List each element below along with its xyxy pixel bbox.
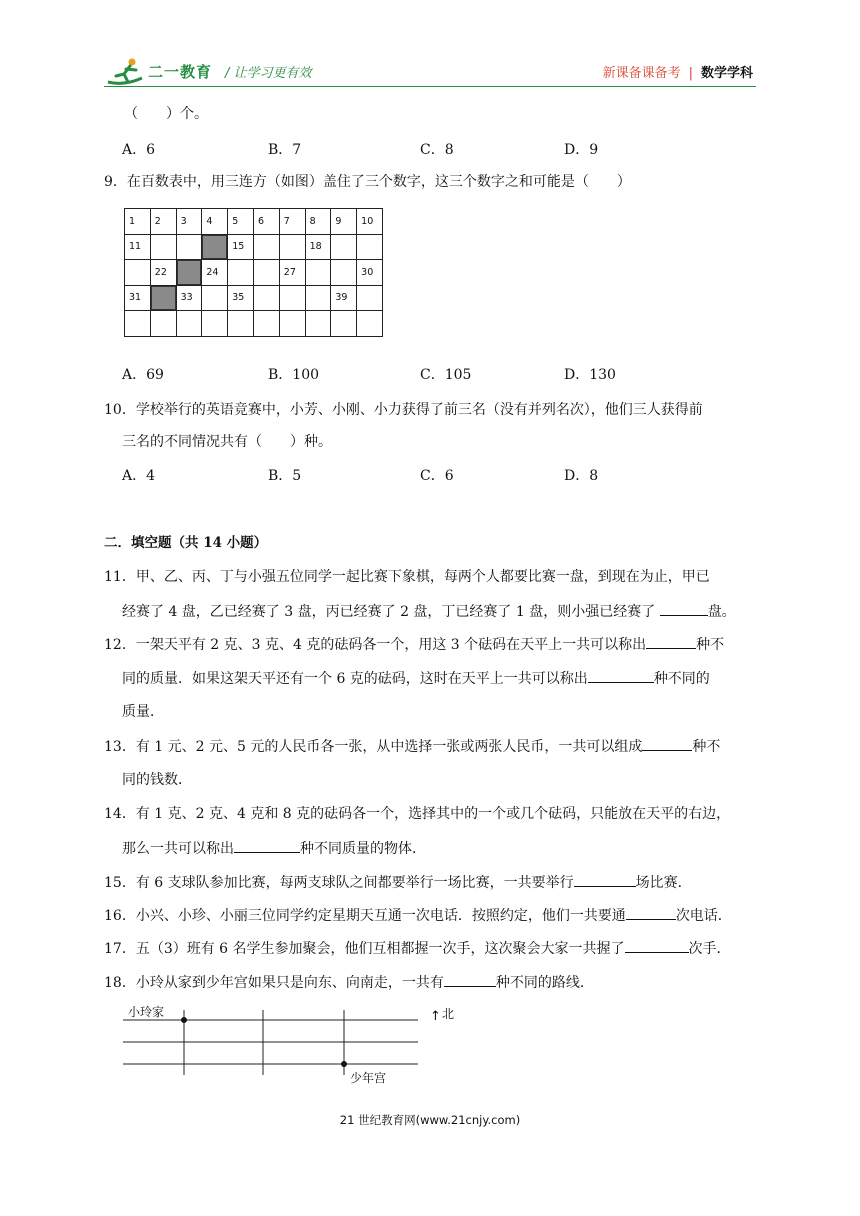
grid-cell [150, 234, 176, 260]
q12-line1 [104, 634, 724, 655]
grid-cell [228, 260, 254, 286]
q15-text-b: 场比赛． [635, 875, 692, 891]
q14-line1: 14．有 1 克、2 克、4 克和 8 克的砝码各一个，选择其中的一个或几个砝码，只能放在天平的右边， [104, 806, 731, 822]
page-footer: 21 世纪教育网(www.21cnjy.com) [339, 1113, 521, 1127]
map-streets [123, 1010, 418, 1075]
q16-line [104, 905, 732, 926]
q9-stem: 9．在百数表中，用三连方（如图）盖住了三个数字，这三个数字之和可能是（ ） [104, 174, 631, 190]
q17-text-a: 17．五（3）班有 6 名学生参加聚会，他们互相都握一次手，这次聚会大家一共握了 [104, 941, 625, 957]
grid-cell [279, 311, 305, 337]
grid-cell: 27 [279, 260, 305, 286]
q15-answer-blank[interactable] [574, 872, 636, 887]
grid-cell: 1 [125, 209, 151, 235]
grid-cell [331, 260, 357, 286]
covered-cell [176, 260, 202, 286]
q13-text-b: 种不 [692, 739, 721, 755]
header-right [603, 62, 753, 81]
grid-cell [202, 311, 228, 337]
q8-option-a: A．6 [122, 142, 156, 158]
q16-text-b: 次电话． [675, 908, 732, 924]
tromino-square [202, 235, 227, 260]
grid-cell [150, 311, 176, 337]
grid-cell: 3 [176, 209, 202, 235]
grid-cell [331, 311, 357, 337]
grid-cell: 15 [228, 234, 254, 260]
header-rule [104, 86, 756, 87]
grid-cell: 9 [331, 209, 357, 235]
q8-option-c: C．8 [420, 142, 454, 158]
home-label: 小玲家 [128, 1005, 165, 1019]
header-subject: 数学学科 [700, 66, 753, 81]
destination-label: 少年宫 [350, 1071, 387, 1085]
grid-cell [228, 311, 254, 337]
hundred-chart-table [124, 208, 383, 337]
grid-cell [305, 285, 331, 311]
q16-answer-blank[interactable] [626, 905, 676, 920]
grid-cell: 7 [279, 209, 305, 235]
grid-cell: 8 [305, 209, 331, 235]
grid-cell [279, 285, 305, 311]
q11-text-b: 盘。 [707, 604, 736, 620]
q18-answer-blank[interactable] [444, 972, 496, 987]
grid-row [125, 285, 383, 311]
grid-cell [176, 311, 202, 337]
grid-cell [125, 260, 151, 286]
grid-cell [305, 260, 331, 286]
grid-cell: 2 [150, 209, 176, 235]
grid-row [125, 311, 383, 337]
tromino-square [151, 286, 176, 311]
q13-text-a: 13．有 1 元、2 元、5 元的人民币各一张，从中选择一张或两张人民币，一共可以组成 [104, 739, 643, 755]
q17-text-b: 次手． [688, 941, 731, 957]
q16-text-a: 16．小兴、小珍、小丽三位同学约定星期天互通一次电话．按照约定，他们一共要通 [104, 908, 626, 924]
grid-cell: 31 [125, 285, 151, 311]
q11-line2 [122, 601, 736, 622]
q13-line2: 同的钱数． [122, 772, 192, 788]
q13-answer-blank[interactable] [642, 736, 692, 751]
grid-cell: 35 [228, 285, 254, 311]
grid-cell [253, 311, 279, 337]
header-course-label: 新课备课备考 [602, 66, 681, 81]
q9-option-d: D．130 [564, 367, 616, 383]
q15-text-a: 15．有 6 支球队参加比赛，每两支球队之间都要举行一场比赛，一共要举行 [104, 875, 574, 891]
grid-cell: 11 [125, 234, 151, 260]
page-header [0, 0, 860, 100]
q9-option-c: C．105 [420, 367, 472, 383]
grid-cell: 4 [202, 209, 228, 235]
q14-text-b: 种不同质量的物体． [300, 841, 426, 857]
grid-row [125, 209, 383, 235]
logo-text: 二一教育 [148, 63, 213, 81]
q12-line2 [122, 668, 710, 689]
q17-answer-blank[interactable] [625, 938, 689, 953]
q18-text-b: 种不同的路线． [495, 975, 594, 991]
q11-line1: 11．甲、乙、丙、丁与小强五位同学一起比赛下象棋，每两个人都要比赛一盘，到现在为止，甲已 [104, 569, 710, 585]
grid-row [125, 260, 383, 286]
grid-cell: 6 [253, 209, 279, 235]
grid-row [125, 234, 383, 260]
destination-point [341, 1061, 347, 1067]
q8-option-b: B．7 [268, 142, 302, 158]
covered-cell [202, 234, 228, 260]
q15-line [104, 872, 692, 893]
q12-text-c: 同的质量．如果这架天平还有一个 6 克的砝码，这时在天平上一共可以称出 [122, 671, 588, 687]
grid-cell [357, 311, 383, 337]
q8-tail: （ ）个。 [124, 106, 208, 122]
grid-cell [202, 285, 228, 311]
q10-line2: 三名的不同情况共有（ ）种。 [122, 434, 332, 450]
grid-cell: 22 [150, 260, 176, 286]
q12-text-a: 12．一架天平有 2 克、3 克、4 克的砝码各一个，用这 3 个砝码在天平上一共可以称出 [104, 637, 647, 653]
q14-line2 [122, 838, 426, 859]
q9-option-a: A．69 [122, 367, 164, 383]
grid-cell [176, 234, 202, 260]
grid-cell [253, 260, 279, 286]
tromino-square [177, 260, 202, 285]
q12-answer-blank-2[interactable] [588, 668, 654, 683]
q12-answer-blank-1[interactable] [646, 634, 696, 649]
home-point [181, 1017, 187, 1023]
q11-text-a: 经赛了 4 盘，乙已经赛了 3 盘，丙已经赛了 2 盘，丁已经赛了 1 盘，则小强已经赛了 [122, 604, 660, 620]
q10-option-c: C．6 [420, 468, 454, 484]
route-map-diagram [118, 1000, 478, 1090]
section-title: 二．填空题（共 14 小题） [104, 535, 268, 551]
q10-option-d: D．8 [564, 468, 599, 484]
north-arrow-icon: ↑ [430, 1009, 441, 1024]
grid-cell: 18 [305, 234, 331, 260]
grid-cell [279, 234, 305, 260]
q10-option-b: B．5 [268, 468, 302, 484]
north-label: 北 [442, 1007, 455, 1021]
covered-cell [150, 285, 176, 311]
header-divider: | [688, 66, 693, 81]
q10-line1: 10．学校举行的英语竞赛中，小芳、小刚、小力获得了前三名（没有并列名次），他们三人获得前 [104, 402, 703, 418]
grid-cell: 5 [228, 209, 254, 235]
grid-cell [305, 311, 331, 337]
q9-option-b: B．100 [268, 367, 320, 383]
grid-cell: 30 [357, 260, 383, 286]
grid-cell: 10 [357, 209, 383, 235]
q17-line [104, 938, 731, 959]
grid-cell: 33 [176, 285, 202, 311]
q14-answer-blank[interactable] [234, 838, 300, 853]
q13-line1 [104, 736, 720, 757]
q18-text-a: 18．小玲从家到少年宫如果只是向东、向南走，一共有 [104, 975, 444, 991]
grid-cell [357, 285, 383, 311]
q11-answer-blank[interactable] [660, 601, 708, 616]
q12-text-b: 种不 [696, 637, 725, 653]
grid-cell: 24 [202, 260, 228, 286]
header-slogan: / 让学习更有效 [225, 66, 312, 81]
grid-cell [331, 234, 357, 260]
q8-option-d: D．9 [564, 142, 599, 158]
q18-line [104, 972, 594, 993]
grid-cell [253, 234, 279, 260]
q14-text-a: 那么一共可以称出 [122, 841, 234, 857]
grid-cell [125, 311, 151, 337]
q12-text-d: 种不同的 [653, 671, 710, 687]
q10-option-a: A．4 [122, 468, 156, 484]
grid-cell [357, 234, 383, 260]
grid-cell [253, 285, 279, 311]
q12-line3: 质量． [122, 704, 164, 720]
grid-cell: 39 [331, 285, 357, 311]
